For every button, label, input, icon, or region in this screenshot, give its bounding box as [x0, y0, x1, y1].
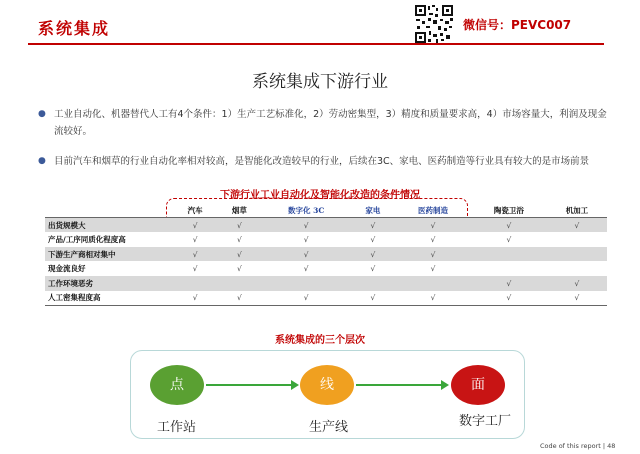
row-label: 下游生产商相对集中	[45, 247, 173, 262]
row-label: 现金流良好	[48, 264, 86, 274]
check-mark: √	[192, 264, 198, 274]
check-mark: √	[395, 247, 471, 262]
check-mark: √	[547, 276, 607, 291]
check-mark: √	[192, 293, 198, 303]
check-mark: √	[262, 247, 351, 262]
check-mark: √	[192, 234, 198, 244]
check-mark: √	[506, 234, 512, 244]
arrow-right-icon	[356, 384, 442, 386]
level-node-point: 点	[150, 365, 204, 405]
check-mark: √	[370, 234, 376, 244]
check-mark: √	[471, 218, 547, 233]
check-mark	[173, 276, 217, 291]
table-row	[45, 276, 607, 291]
check-mark	[217, 276, 261, 291]
header-divider	[28, 43, 604, 45]
check-mark: √	[303, 293, 309, 303]
bullet-text: 工业自动化、机器替代人工有4个条件：1）生产工艺标准化，2）劳动密集型，3）精度和质量要求高，4）市场容量大，利润及现金流较好。	[54, 109, 607, 137]
check-mark: √	[303, 234, 309, 244]
check-mark: √	[430, 234, 436, 244]
check-mark: √	[351, 218, 395, 233]
column-header: 汽车	[187, 205, 203, 215]
check-mark: √	[370, 264, 376, 274]
check-mark: √	[430, 293, 436, 303]
table-row	[45, 291, 607, 306]
check-mark: √	[262, 218, 351, 233]
check-mark: √	[217, 247, 261, 262]
check-mark: √	[237, 293, 242, 303]
check-mark: √	[430, 264, 436, 274]
check-mark: √	[173, 218, 217, 233]
table-row	[45, 261, 607, 276]
check-mark: √	[237, 264, 242, 274]
section-title: 系统集成	[38, 19, 111, 38]
column-header: 机加工	[565, 205, 589, 215]
check-mark: √	[506, 293, 512, 303]
bullet-text: 目前汽车和烟草的行业自动化率相对较高，是智能化改造较早的行业，后续在3C、家电、医药制造等行业具有较大的是市场前景	[54, 156, 590, 167]
table-row	[45, 247, 607, 262]
check-mark: √	[237, 234, 242, 244]
table-title: 下游行业工业自动化及智能化改造的条件情况	[220, 190, 420, 201]
page-footer: Code of this report | 48	[540, 442, 616, 450]
check-mark: √	[547, 218, 607, 233]
check-mark: √	[351, 247, 395, 262]
check-mark	[351, 276, 395, 291]
bullet-item	[38, 106, 608, 140]
check-mark	[547, 247, 607, 262]
column-header: 数字化 3C	[288, 205, 325, 215]
level-label-production-line: 生产线	[309, 420, 349, 435]
column-header: 烟草	[231, 205, 247, 215]
row-label: 出货规模大	[45, 218, 173, 233]
bullet-dot-icon: ●	[38, 109, 46, 119]
check-mark	[547, 261, 607, 276]
row-label: 工作环境恶劣	[45, 276, 173, 291]
level-node-plane: 面	[451, 365, 505, 405]
arrow-right-icon	[206, 384, 292, 386]
header-empty	[45, 203, 173, 218]
check-mark: √	[370, 293, 376, 303]
check-mark	[395, 276, 471, 291]
check-mark: √	[173, 247, 217, 262]
check-mark: √	[395, 218, 471, 233]
bullet-dot-icon: ●	[38, 156, 46, 166]
conditions-table	[45, 203, 607, 306]
column-header: 家电	[365, 205, 381, 215]
column-header: 陶瓷卫浴	[493, 205, 524, 215]
qr-code-icon	[414, 4, 454, 44]
level-label-workstation: 工作站	[157, 420, 197, 435]
check-mark	[471, 247, 547, 262]
check-mark: √	[303, 264, 309, 274]
check-mark: √	[471, 276, 547, 291]
table-row	[45, 232, 607, 247]
row-label: 产品/工序同质化程度高	[48, 234, 126, 244]
table-header-row	[45, 203, 607, 218]
check-mark	[262, 276, 351, 291]
page-title: 系统集成下游行业	[252, 72, 388, 92]
column-header: 医药制造	[418, 205, 449, 215]
check-mark	[471, 261, 547, 276]
check-mark: √	[217, 218, 261, 233]
bullet-item	[38, 153, 608, 170]
table-row	[45, 218, 607, 233]
level-label-digital-factory: 数字工厂	[459, 414, 512, 429]
check-mark	[547, 232, 607, 247]
levels-title: 系统集成的三个层次	[275, 335, 365, 346]
check-mark: √	[574, 293, 580, 303]
row-label: 人工密集程度高	[48, 293, 101, 303]
level-node-line: 线	[300, 365, 354, 405]
wechat-id: 微信号：PEVC007	[463, 18, 572, 32]
